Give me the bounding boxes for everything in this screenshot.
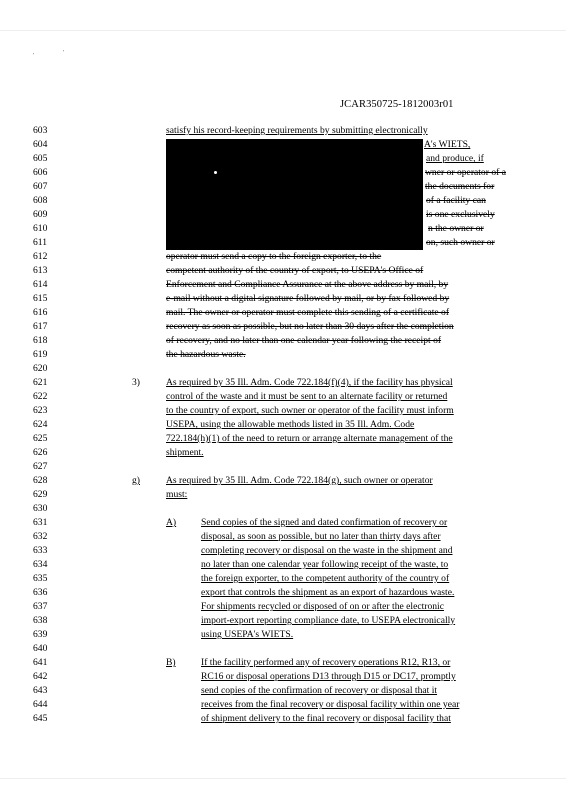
line-number: 623 [33, 405, 48, 416]
line-number: 609 [33, 209, 48, 220]
line-number: 627 [33, 461, 48, 472]
line-number: 615 [33, 293, 48, 304]
subparagraph-label: B) [166, 657, 176, 668]
text-line: control of the waste and it must be sent to an alternate facility or returned [166, 391, 448, 402]
text-line: is one exclusively [426, 209, 495, 220]
redaction-speck [214, 171, 217, 174]
line-number: 620 [33, 363, 48, 374]
text-line: and produce, if [426, 153, 484, 164]
line-number: 631 [33, 517, 48, 528]
line-number: 613 [33, 265, 48, 276]
text-line: For shipments recycled or disposed of on or after the electronic [201, 601, 444, 612]
text-line: If the facility performed any of recovery operations R12, R13, or [201, 657, 451, 668]
text-line: to the country of export, such owner or operator of the facility must inform [166, 405, 454, 416]
line-number: 611 [33, 237, 48, 248]
line-number: 640 [33, 643, 48, 654]
text-line: no later than one calendar year following receipt of the waste, to [201, 559, 449, 570]
text-line: completing recovery or disposal on the waste in the shipment and [201, 545, 453, 556]
text-line: the documents for [425, 181, 495, 192]
text-line: competent authority of the country of export, to USEPA's Office of [166, 265, 424, 276]
text-line: Send copies of the signed and dated confirmation of recovery or [201, 517, 448, 528]
top-rule [0, 30, 566, 31]
line-number: 621 [33, 377, 48, 388]
scan-mark: ' [33, 53, 35, 59]
text-line: mail. The owner or operator must complete this sending of a certificate of [166, 307, 450, 318]
line-number: 616 [33, 307, 48, 318]
text-line: on, such owner or [426, 237, 495, 248]
text-line: A's WIETS, [424, 139, 471, 150]
line-number: 606 [33, 167, 48, 178]
text-line: As required by 35 Ill. Adm. Code 722.184(f)(4), if the facility has physical [166, 377, 453, 388]
line-number: 608 [33, 195, 48, 206]
bottom-rule [0, 778, 566, 779]
line-number: 629 [33, 489, 48, 500]
text-line: of shipment delivery to the final recovery or disposal facility that [201, 713, 451, 724]
line-number: 641 [33, 657, 48, 668]
line-number: 630 [33, 503, 48, 514]
line-number: 628 [33, 475, 48, 486]
text-line: e-mail without a digital signature followed by mail, or by fax followed by [166, 293, 450, 304]
line-number: 635 [33, 573, 48, 584]
scan-mark: ' [63, 50, 65, 56]
line-number: 618 [33, 335, 48, 346]
line-number: 633 [33, 545, 48, 556]
text-line: recovery as soon as possible, but no later than 30 days after the completion [166, 321, 454, 332]
text-line: send copies of the confirmation of recovery or disposal that it [201, 685, 438, 696]
text-line: of a facility can [426, 195, 486, 206]
line-number: 607 [33, 181, 48, 192]
text-line: operator must send a copy to the foreign exporter, to the [166, 251, 382, 262]
line-number: 637 [33, 601, 48, 612]
line-number: 619 [33, 349, 48, 360]
line-number: 639 [33, 629, 48, 640]
line-number: 610 [33, 223, 48, 234]
text-line: the hazardous waste. [166, 349, 246, 360]
line-number: 638 [33, 615, 48, 626]
text-line: 722.184(h)(1) of the need to return or arrange alternate management of the [166, 433, 453, 444]
text-line: shipment. [166, 447, 204, 458]
line-number: 643 [33, 685, 48, 696]
line-number: 617 [33, 321, 48, 332]
line-number: 642 [33, 671, 48, 682]
line-number: 622 [33, 391, 48, 402]
text-line: USEPA, using the allowable methods listed in 35 Ill. Adm. Code [166, 419, 415, 430]
text-line: receives from the final recovery or disposal facility within one year [201, 699, 460, 710]
text-line: import-export reporting compliance date, to USEPA electronically [201, 615, 456, 626]
line-number: 612 [33, 251, 48, 262]
text-line: n the owner or [428, 223, 484, 234]
text-line: using USEPA's WIETS. [201, 629, 294, 640]
text-line: As required by 35 Ill. Adm. Code 722.184(g), such owner or operator [166, 475, 433, 486]
text-line: disposal, as soon as possible, but no later than thirty days after [201, 531, 441, 542]
line-number: 644 [33, 699, 48, 710]
line-number: 626 [33, 447, 48, 458]
line-number: 624 [33, 419, 48, 430]
line-number: 625 [33, 433, 48, 444]
line-number: 605 [33, 153, 48, 164]
text-line: Enforcement and Compliance Assurance at the above address by mail, by [166, 279, 449, 290]
text-line: the foreign exporter, to the competent authority of the country of [201, 573, 450, 584]
line-number: 636 [33, 587, 48, 598]
line-number: 632 [33, 531, 48, 542]
redaction-box [166, 139, 423, 250]
text-line: wner or operator of a [425, 167, 506, 178]
text-line: satisfy his record-keeping requirements by submitting electronically [166, 125, 428, 136]
text-line: export that controls the shipment as an export of hazardous waste. [201, 587, 455, 598]
paragraph-label: 3) [132, 377, 140, 388]
text-line: of recovery, and no later than one calendar year following the receipt of [166, 335, 442, 346]
line-number: 614 [33, 279, 48, 290]
text-line: must: [166, 489, 188, 500]
line-number: 603 [33, 125, 48, 136]
line-number: 634 [33, 559, 48, 570]
line-number: 645 [33, 713, 48, 724]
paragraph-label: g) [132, 475, 140, 486]
document-id: JCAR350725-1812003r01 [340, 99, 454, 110]
text-line: RC16 or disposal operations D13 through D15 or DC17, promptly [201, 671, 456, 682]
subparagraph-label: A) [166, 517, 177, 528]
line-number: 604 [33, 139, 48, 150]
